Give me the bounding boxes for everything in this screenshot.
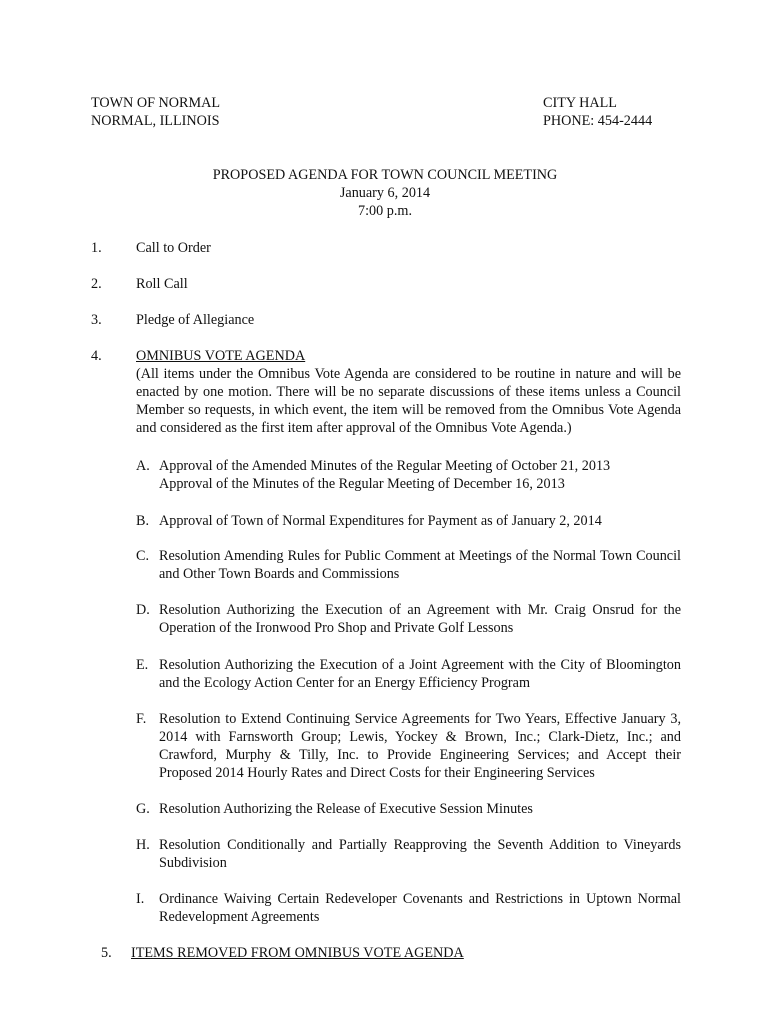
- item-number: 4.: [91, 348, 102, 364]
- item-call-to-order: Call to Order: [136, 240, 211, 256]
- item-roll-call: Roll Call: [136, 276, 188, 292]
- item-removed-heading: ITEMS REMOVED FROM OMNIBUS VOTE AGENDA: [131, 945, 464, 961]
- subitem-b: Approval of Town of Normal Expenditures for Payment as of January 2, 2014: [159, 513, 602, 529]
- subitem-letter: G.: [136, 801, 150, 817]
- item-number: 3.: [91, 312, 102, 328]
- city-hall-label: CITY HALL: [543, 95, 617, 111]
- subitem-g: Resolution Authorizing the Release of Executive Session Minutes: [159, 801, 533, 817]
- subitem-letter: I.: [136, 891, 145, 907]
- meeting-date: January 6, 2014: [339, 185, 431, 201]
- subitem-letter: B.: [136, 513, 150, 529]
- subitem-a-line2: Approval of the Minutes of the Regular Meeting of December 16, 2013: [159, 476, 565, 492]
- meeting-time: 7:00 p.m.: [358, 203, 412, 219]
- subitem-letter: E.: [136, 657, 149, 673]
- town-name: TOWN OF NORMAL: [91, 95, 221, 111]
- subitem-letter: F.: [136, 711, 147, 727]
- item-omnibus-heading: OMNIBUS VOTE AGENDA: [136, 348, 306, 364]
- item-number: 1.: [91, 240, 102, 256]
- subitem-letter: C.: [136, 548, 150, 564]
- subitem-e: Resolution Authorizing the Execution of a Joint Agreement with the City of Bloomington and the Ecology Action Center for an Energy Efficiency Program: [159, 657, 681, 691]
- agenda-title: PROPOSED AGENDA FOR TOWN COUNCIL MEETING: [212, 167, 558, 183]
- omnibus-description: (All items under the Omnibus Vote Agenda are considered to be routine in nature and will be enacted by one motion. There will be no separate discussions of these items unless a Council Member so requests, in which event, the item will be removed from the Omnibus Vote Agenda and considered as the first item after approval of the Omnibus Vote Agenda.): [136, 366, 681, 436]
- subitem-letter: D.: [136, 602, 150, 618]
- item-number: 2.: [91, 276, 102, 292]
- phone-number: PHONE: 454-2444: [543, 113, 653, 129]
- subitem-letter: H.: [136, 837, 150, 853]
- item-number: 5.: [101, 945, 112, 961]
- town-location: NORMAL, ILLINOIS: [91, 113, 220, 129]
- subitem-i: Ordinance Waiving Certain Redeveloper Covenants and Restrictions in Uptown Normal Redevelopment Agreements: [159, 891, 681, 925]
- subitem-d: Resolution Authorizing the Execution of an Agreement with Mr. Craig Onsrud for the Operation of the Ironwood Pro Shop and Private Golf Lessons: [159, 602, 681, 636]
- subitem-letter: A.: [136, 458, 150, 474]
- subitem-c: Resolution Amending Rules for Public Comment at Meetings of the Normal Town Council and Other Town Boards and Commissions: [159, 548, 681, 582]
- subitem-a-line1: Approval of the Amended Minutes of the Regular Meeting of October 21, 2013: [159, 458, 611, 474]
- subitem-h: Resolution Conditionally and Partially Reapproving the Seventh Addition to Vineyards Subdivision: [159, 837, 681, 871]
- item-pledge: Pledge of Allegiance: [136, 312, 255, 328]
- subitem-f: Resolution to Extend Continuing Service Agreements for Two Years, Effective January 3, 2014 with Farnsworth Group; Lewis, Yockey & Brown, Inc.; Clark-Dietz, Inc.; and Crawford, Murphy & Tilly, Inc. to Provide Engineering Services; and Accept their Proposed 2014 Hourly Rates and Direct Costs for their Engineering Services: [159, 711, 681, 781]
